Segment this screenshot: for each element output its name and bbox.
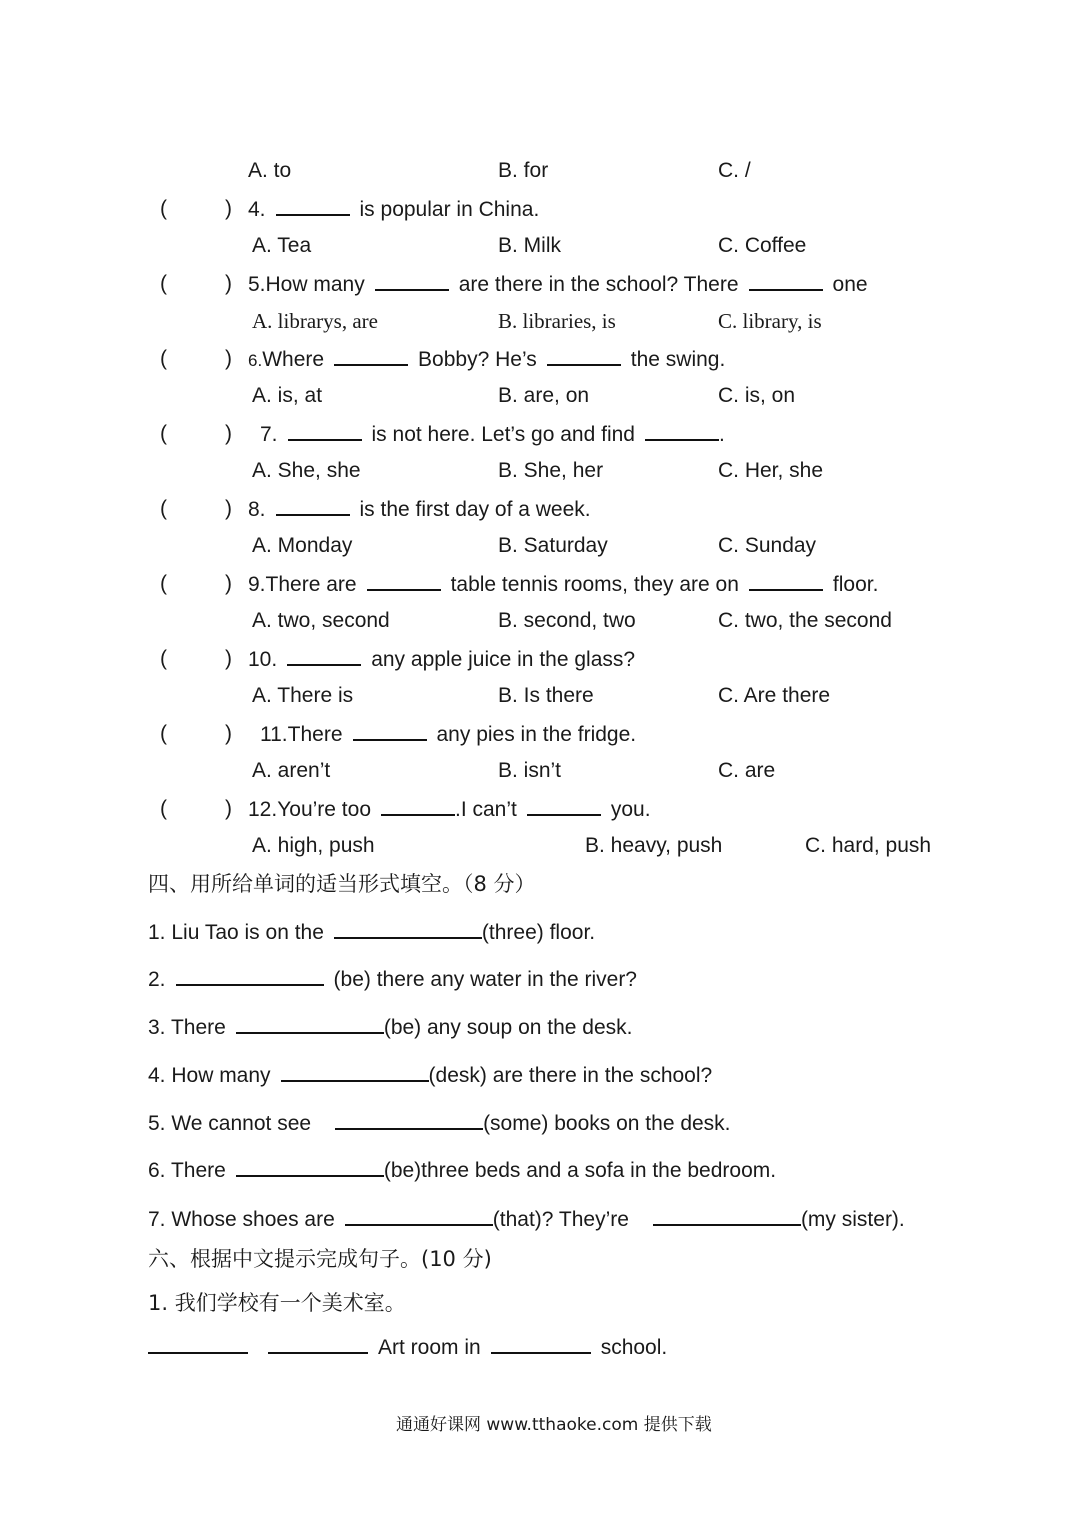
q7-pre: 7.: [260, 423, 278, 446]
q8-post: is the first day of a week.: [359, 498, 591, 521]
item-post: school.: [600, 1336, 668, 1359]
q4-pre: 4.: [248, 198, 266, 221]
q9-option-a: A. two, second: [252, 609, 390, 632]
answer-blank[interactable]: [281, 1062, 429, 1082]
q8-pre: 8.: [248, 498, 266, 521]
q8-option-a: A. Monday: [252, 534, 353, 557]
section-4-item-3: [148, 1014, 633, 1041]
q10-pre: 10.: [248, 648, 278, 671]
answer-paren-left: (: [160, 797, 167, 820]
answer-blank[interactable]: [653, 1206, 801, 1226]
q7-option-a: A. She, she: [252, 459, 361, 482]
q10-option-a: A. There is: [252, 684, 354, 707]
q12-option-a: A. high, push: [252, 834, 375, 857]
item-pre: 3. There: [148, 1016, 226, 1039]
item-pre: 6. There: [148, 1159, 226, 1182]
item-pre: 4. How many: [148, 1064, 271, 1087]
section-4-title: 四、用所给单词的适当形式填空。（8 分）: [148, 872, 536, 896]
q10-option-b: B. Is there: [498, 684, 594, 707]
q12-option-b: B. heavy, push: [585, 834, 723, 857]
answer-blank[interactable]: [268, 1334, 368, 1354]
answer-paren-right: ): [225, 422, 232, 445]
item-post: (be) any soup on the desk.: [383, 1016, 633, 1039]
q10-post: any apple juice in the glass?: [371, 648, 636, 671]
item-pre: 7. Whose shoes are: [148, 1208, 335, 1231]
q7-post: .: [718, 423, 725, 446]
q6-option-b: B. are, on: [498, 384, 590, 407]
answer-paren-left: (: [160, 647, 167, 670]
answer-paren-left: (: [160, 572, 167, 595]
item-mid: (that)? They’re: [492, 1208, 629, 1231]
q3-option-b: B. for: [498, 159, 549, 182]
section-4-item-7: [148, 1206, 905, 1233]
item-pre: 1. Liu Tao is on the: [148, 921, 324, 944]
item-post: (be)three beds and a sofa in the bedroom.: [383, 1159, 777, 1182]
q8-option-b: B. Saturday: [498, 534, 608, 557]
question-5: [248, 271, 868, 298]
answer-blank[interactable]: [345, 1206, 493, 1226]
section-4-item-5: [148, 1110, 731, 1137]
item-pre: 2.: [148, 968, 166, 991]
answer-blank[interactable]: [334, 346, 408, 366]
item-mid: Art room in: [378, 1336, 481, 1359]
q11-pre: 11.There: [260, 723, 343, 746]
item-pre: 5. We cannot see: [148, 1112, 312, 1135]
q3-option-a: A. to: [248, 159, 292, 182]
question-10: [248, 646, 635, 673]
answer-blank[interactable]: [367, 571, 441, 591]
answer-blank[interactable]: [353, 721, 427, 741]
item-post: (desk) are there in the school?: [428, 1064, 713, 1087]
q11-post: any pies in the fridge.: [436, 723, 637, 746]
question-7: [260, 421, 725, 448]
section-6-title: 六、根据中文提示完成句子。(10 分): [148, 1247, 492, 1271]
answer-paren-left: (: [160, 722, 167, 745]
q7-option-c: C. Her, she: [718, 459, 824, 482]
q5-option-a: A. librarys, are: [252, 309, 378, 333]
q9-option-c: C. two, the second: [718, 609, 892, 632]
answer-blank[interactable]: [547, 346, 621, 366]
answer-paren-right: ): [225, 347, 232, 370]
answer-paren-right: ): [225, 272, 232, 295]
q5-pre: 5.How many: [248, 273, 365, 296]
answer-blank[interactable]: [335, 1110, 483, 1130]
q4-option-a: A. Tea: [252, 234, 312, 257]
answer-paren-right: ): [225, 572, 232, 595]
q12-option-c: C. hard, push: [805, 834, 932, 857]
answer-blank[interactable]: [375, 271, 449, 291]
q5-post: one: [832, 273, 868, 296]
q10-option-c: C. Are there: [718, 684, 831, 707]
answer-paren-right: ): [225, 497, 232, 520]
answer-blank[interactable]: [491, 1334, 591, 1354]
q12-pre: 12.You’re too: [248, 798, 371, 821]
item-post: (three) floor.: [481, 921, 596, 944]
question-6: [248, 346, 725, 374]
answer-paren-left: (: [160, 497, 167, 520]
q11-option-b: B. isn’t: [498, 759, 562, 782]
answer-paren-left: (: [160, 272, 167, 295]
answer-blank[interactable]: [287, 646, 361, 666]
answer-blank[interactable]: [176, 966, 324, 986]
question-8: [248, 496, 591, 523]
answer-paren-right: ): [225, 722, 232, 745]
answer-blank[interactable]: [236, 1157, 384, 1177]
question-4: [248, 196, 539, 223]
q5-option-c: C. library, is: [718, 309, 822, 333]
q6-post: the swing.: [630, 348, 726, 371]
answer-paren-right: ): [225, 197, 232, 220]
section-4-item-6: [148, 1157, 776, 1184]
q5-option-b: B. libraries, is: [498, 309, 616, 333]
answer-paren-left: (: [160, 422, 167, 445]
q6-mid: Bobby? He’s: [418, 348, 537, 371]
answer-blank[interactable]: [148, 1334, 248, 1354]
answer-blank[interactable]: [381, 796, 455, 816]
q6-pre: Where: [262, 348, 325, 371]
q4-post: is popular in China.: [359, 198, 540, 221]
answer-blank[interactable]: [334, 919, 482, 939]
question-11: [260, 721, 636, 748]
item-post: (be) there any water in the river?: [333, 968, 637, 991]
answer-blank[interactable]: [276, 496, 350, 516]
item-post: (my sister).: [800, 1208, 905, 1231]
q5-mid: are there in the school? There: [458, 273, 739, 296]
q9-mid: table tennis rooms, they are on: [450, 573, 739, 596]
question-9: [248, 571, 878, 598]
q9-post: floor.: [832, 573, 879, 596]
q3-option-c: C. /: [718, 159, 751, 182]
q6-num: 6.: [248, 351, 263, 370]
answer-blank[interactable]: [288, 421, 362, 441]
q7-option-b: B. She, her: [498, 459, 604, 482]
answer-blank[interactable]: [276, 196, 350, 216]
q8-option-c: C. Sunday: [718, 534, 817, 557]
q6-option-c: C. is, on: [718, 384, 796, 407]
q11-option-c: C. are: [718, 759, 776, 782]
answer-blank[interactable]: [645, 421, 719, 441]
q9-pre: 9.There are: [248, 573, 357, 596]
section-4-item-1: [148, 919, 595, 946]
answer-paren-left: (: [160, 347, 167, 370]
answer-blank[interactable]: [749, 271, 823, 291]
answer-paren-right: ): [225, 647, 232, 670]
answer-blank[interactable]: [527, 796, 601, 816]
section-4-item-2: [148, 966, 637, 993]
section-6-item-1-answer: [148, 1334, 667, 1361]
item-post: (some) books on the desk.: [483, 1112, 731, 1135]
q6-option-a: A. is, at: [252, 384, 323, 407]
q11-option-a: A. aren’t: [252, 759, 331, 782]
answer-blank[interactable]: [236, 1014, 384, 1034]
page-footer: 通通好课网 www.tthaoke.com 提供下载: [396, 1415, 712, 1435]
q4-option-c: C. Coffee: [718, 234, 807, 257]
q9-option-b: B. second, two: [498, 609, 636, 632]
section-4-item-4: [148, 1062, 712, 1089]
q4-option-b: B. Milk: [498, 234, 561, 257]
section-6-item-1-prompt: 1. 我们学校有一个美术室。: [148, 1291, 406, 1315]
q12-mid: .I can’t: [455, 798, 517, 821]
answer-blank[interactable]: [749, 571, 823, 591]
q7-mid: is not here. Let’s go and find: [371, 423, 635, 446]
answer-paren-right: ): [225, 797, 232, 820]
answer-paren-left: (: [160, 197, 167, 220]
question-12: [248, 796, 651, 823]
q12-post: you.: [610, 798, 651, 821]
